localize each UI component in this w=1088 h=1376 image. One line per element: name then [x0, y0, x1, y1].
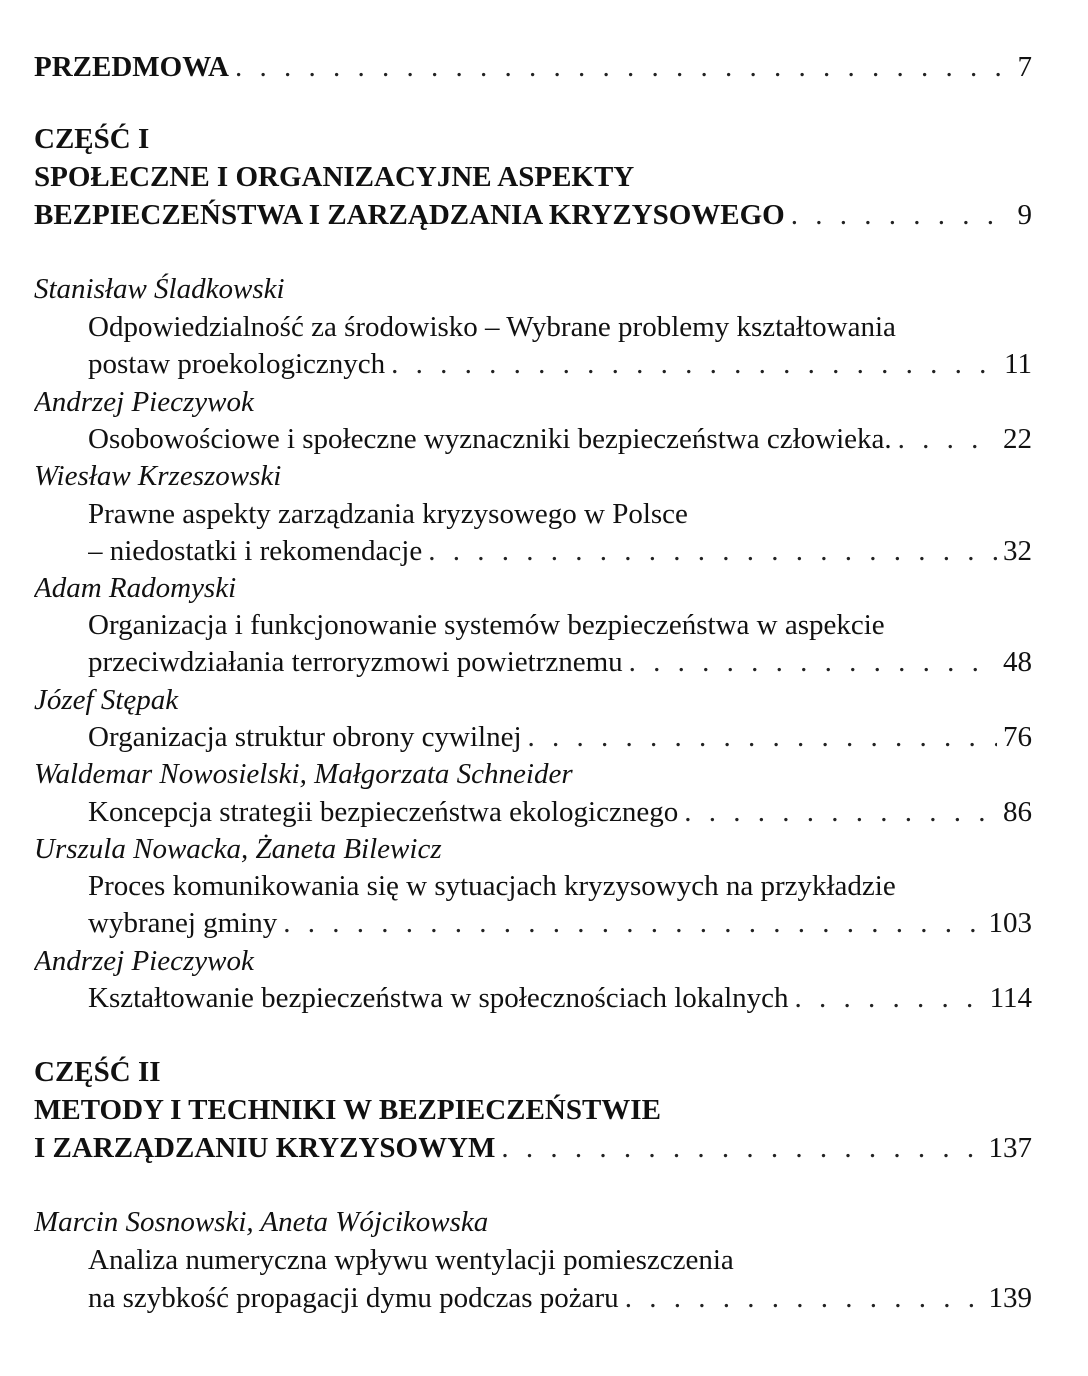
entry-author: Andrzej Pieczywok [34, 945, 254, 977]
entry-title-last-line [88, 979, 1032, 1017]
entry-author: Urszula Nowacka, Żaneta Bilewicz [34, 833, 442, 865]
entry-page-number: 22 [1003, 423, 1032, 455]
entry-title-text: Osobowościowe i społeczne wyznaczniki bezpieczeństwa człowieka. [88, 423, 892, 455]
entry-title-line: Analiza numeryczna wpływu wentylacji pomieszczenia [88, 1244, 734, 1276]
entry-author: Wiesław Krzeszowski [34, 460, 282, 492]
entry-title-text: przeciwdziałania terroryzmowi powietrznemu [88, 646, 623, 678]
entry-author: Waldemar Nowosielski, Małgorzata Schneider [34, 758, 573, 790]
entry-page-number: 139 [988, 1282, 1032, 1314]
entry-title-last-line [88, 345, 1032, 383]
dot-leader [795, 979, 984, 1017]
part2-label: CZĘŚĆ II [34, 1056, 161, 1088]
entry-page-number: 11 [1004, 348, 1032, 380]
dot-leader [684, 793, 997, 831]
entry-title-line: Odpowiedzialność za środowisko – Wybrane problemy kształtowania [88, 311, 896, 343]
dot-leader [528, 718, 997, 756]
dot-leader [791, 196, 1012, 234]
entry-author: Stanisław Śladkowski [34, 273, 285, 305]
entry-author: Andrzej Pieczywok [34, 386, 254, 418]
entry-title-line: Organizacja i funkcjonowanie systemów bezpieczeństwa w aspekcie [88, 609, 885, 641]
dot-leader [428, 532, 997, 570]
part1-title-line2 [34, 196, 1032, 234]
entry-page-number: 103 [988, 907, 1032, 939]
entry-author: Józef Stępak [34, 684, 179, 716]
entry-page-number: 48 [1003, 646, 1032, 678]
part2-title-line2 [34, 1129, 1032, 1167]
entry-title-text: wybranej gminy [88, 907, 278, 939]
dot-leader [283, 904, 982, 942]
entry-title-last-line [88, 718, 1032, 756]
part1-title-line2-text: BEZPIECZEŃSTWA I ZARZĄDZANIA KRYZYSOWEGO [34, 199, 785, 231]
entry-title-last-line [88, 420, 1032, 458]
toc-preface [34, 48, 1032, 86]
entry-title-last-line [88, 532, 1032, 570]
entry-page-number: 32 [1003, 535, 1032, 567]
entry-page-number: 86 [1003, 796, 1032, 828]
dot-leader [501, 1129, 982, 1167]
preface-title: PRZEDMOWA [34, 51, 229, 83]
entry-title-text: Kształtowanie bezpieczeństwa w społecznościach lokalnych [88, 982, 789, 1014]
entry-title-last-line [88, 643, 1032, 681]
dot-leader [629, 643, 997, 681]
part2-page-number: 137 [988, 1132, 1032, 1164]
preface-page-number: 7 [1017, 51, 1032, 83]
dot-leader [625, 1279, 983, 1317]
entry-title-line: Proces komunikowania się w sytuacjach kryzysowych na przykładzie [88, 870, 896, 902]
part1-title-line1: SPOŁECZNE I ORGANIZACYJNE ASPEKTY [34, 161, 635, 193]
part2-title-line1: METODY I TECHNIKI W BEZPIECZEŃSTWIE [34, 1094, 661, 1126]
part1-page-number: 9 [1017, 199, 1032, 231]
part1-label: CZĘŚĆ I [34, 123, 150, 155]
part2-title-line2-text: I ZARZĄDZANIU KRYZYSOWYM [34, 1132, 496, 1164]
entry-title-last-line [88, 793, 1032, 831]
entry-author: Adam Radomyski [34, 572, 237, 604]
entry-title-text: postaw proekologicznych [88, 348, 386, 380]
entry-title-text: na szybkość propagacji dymu podczas pożaru [88, 1282, 619, 1314]
entry-page-number: 76 [1003, 721, 1032, 753]
entry-title-line: Prawne aspekty zarządzania kryzysowego w Polsce [88, 498, 688, 530]
entry-title-text: – niedostatki i rekomendacje [88, 535, 423, 567]
entry-title-text: Organizacja struktur obrony cywilnej [88, 721, 522, 753]
entry-title-last-line [88, 1279, 1032, 1317]
entry-author: Marcin Sosnowski, Aneta Wójcikowska [34, 1206, 489, 1238]
dot-leader [391, 345, 998, 383]
dot-leader [898, 420, 997, 458]
entry-title-last-line [88, 904, 1032, 942]
entry-page-number: 114 [989, 982, 1032, 1014]
dot-leader [235, 48, 1012, 86]
entry-title-text: Koncepcja strategii bezpieczeństwa ekologicznego [88, 796, 679, 828]
